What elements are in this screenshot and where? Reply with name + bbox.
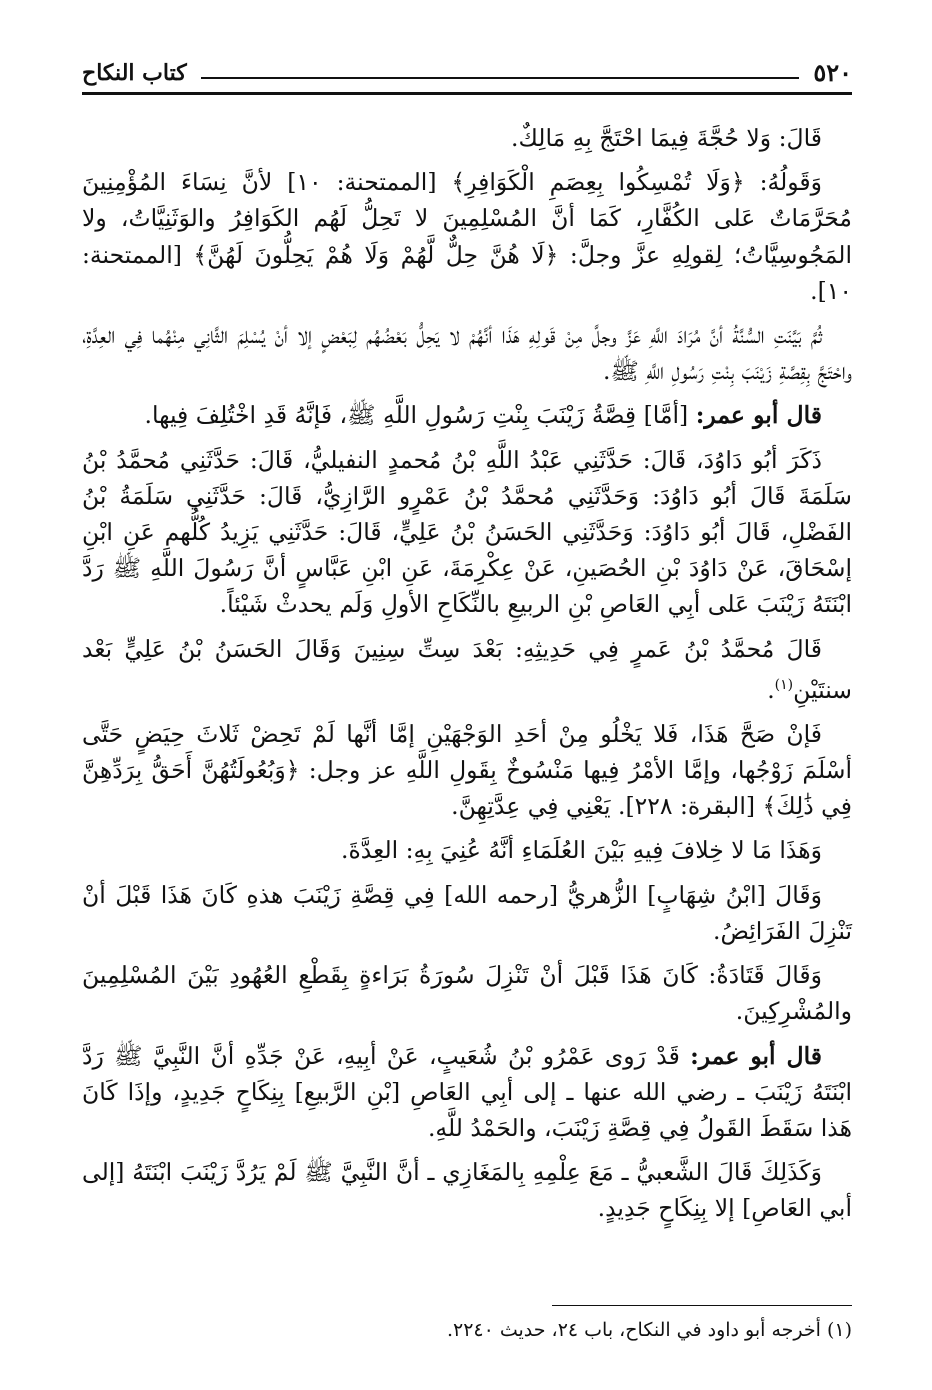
paragraph [82,716,852,825]
paragraph [82,442,852,623]
book-title: كتاب النكاح [82,60,187,86]
main-text [82,120,852,1235]
paragraph-text: وَقَولُهُ: ﴿وَلَا تُمْسِكُوا بِعِصَمِ الْكَوَافِرِ﴾ [الممتحنة: ١٠] لأنَّ نِسَاءَ المُؤْمِنِينَ مُحَرَّمَاتٌ عَلى الكُفَّارِ، كَمَا أنَّ المُسْلِمِينَ لا تَحِلُّ لَهُم الكَوَافِرُ والوَثَنِيَّاتُ، ولا المَجُوسِيَّاتُ؛ لِقولِهِ عزَّ وجلَّ: ﴿لَا هُنَّ حِلٌّ لَّهُمْ وَلَا هُمْ يَحِلُّونَ لَهُنَّ﴾ [الممتحنة: ١٠]. [82,168,852,305]
paragraph-text: قَدْ رَوى عَمْرُو بْنُ شُعَيبٍ، عَنْ أبِيهِ، عَنْ جَدِّهِ أنَّ النَّبِيَّ ﷺ رَدَّ ابْنَتَهُ زَيْنَبَ ـ رضي الله عنها ـ إلى أبِي العَاصِ [بْنِ الرَّبيعِ] بِنِكَاحٍ جَدِيدٍ، وإذَا كَانَ هَذا سَقَطَ القَولُ فِي قِصَّةِ زَيْنَبَ، والحَمْدُ للَّهِ. [82,1041,852,1142]
paragraph-lead: قال أبو عمر: [695,401,822,430]
paragraph [82,877,852,949]
paragraph-text: قَالَ مُحمَّدُ بْنُ عَمرٍ فِي حَدِيثِهِ: بَعْدَ سِتِّ سِنِينَ وَقَالَ الحَسَنُ بْنُ عَلِيٍّ بَعْد سنتَيْنِ [82,634,852,704]
paragraph [82,317,852,389]
header-rule [82,92,852,95]
paragraph-lead: قال أبو عمر: [690,1041,822,1070]
paragraph [82,120,852,156]
page-header [82,48,852,88]
paragraph-text: ذَكَرَ أبُو دَاوُدَ، قَالَ: حَدَّثَنِي عَبْدُ اللَّهِ بْنُ مُحمدٍ النفيليُّ، قَالَ: حَدَّثَنِي مُحمَّدُ بْنُ سَلَمَةَ قَالَ أبُو دَاوُدَ: وَحَدَّثَنِي مُحمَّدُ بْنُ عَمْرٍو الرَّازِيُّ، قَالَ: حَدَّثَنِي سَلَمَةُ بْنُ الفَضْلِ، قَالَ أبُو دَاوُدَ: وَحَدَّثَنِي الحَسَنُ بْنُ عَلِيٍّ، قَالَ: حَدَّثَنِي يَزِيدُ كُلُّهم عَنِ ابْنِ إسْحَاقَ، عَنْ دَاوُدَ بْنِ الحُصَينِ، عَنْ عِكْرِمَةَ، عَنِ ابْنِ عَبَّاسٍ أنَّ رَسُولَ اللَّهِ ﷺ رَدَّ ابْنَتَهُ زَيْنَبَ عَلى أبِي العَاصِ بْنِ الربيعِ بالنِّكَاحِ الأولِ وَلَم يحدثْ شَيْئاً. [82,445,852,619]
paragraph [82,631,852,708]
header-line [201,77,800,79]
paragraph [82,1038,852,1147]
paragraph [82,832,852,868]
paragraph-tail: . [767,675,775,704]
paragraph-text: فَإنْ صَحَّ هَذَا، فَلا يَخْلُو مِنْ أحَدِ الوَجْهَيْنِ إمَّا أنَّها لَمْ تَحِضْ ثَلاثَ حِيَضٍ حَتَّى أسْلَمَ زَوْجُها، وإمَّا الأمْرُ فِيها مَنْسُوخٌ بِقَولِ اللَّهِ عز وجل: ﴿وَبُعُولَتُهُنَّ أَحَقُّ بِرَدِّهِنَّ فِي ذَٰلِكَ﴾ [البقرة: ٢٢٨]. يَعْنِي فِي عِدَّتِهِنَّ. [82,719,852,821]
paragraph-text: [أمَّا] قِصَّةُ زَيْنَبَ بِنْتِ رَسُولِ اللَّهِ ﷺ، فَإنَّهُ قَدِ اخْتُلِفَ فِيها. [144,401,696,430]
paragraph-text: ثُمَّ بَيَّنَتِ السُّنَّةُ أنَّ مُرَادَ اللَّهِ عَزَّ وجلَّ مِنْ قَولِهِ هَذَا أنَّهُمْ لا يَحِلُّ بَعْضُهُم لِبَعْضٍ إلا أنْ يُسْلِمَ الثَّانِي مِنْهُما فِي العِدَّةِ، واحْتَجَّ بِقِصَّةِ زَيْنَبَ بِنْتِ رَسُولِ اللَّهِ ﷺ. [82,321,852,386]
paragraph [82,1154,852,1226]
paragraph-text: وَكَذَلِكَ قَالَ الشَّعبيُّ ـ مَعَ عِلْمِهِ بِالمَغَازِي ـ أنَّ النَّبِيَّ ﷺ لَمْ يَرُدَّ زَيْنَبَ ابْنَتَهُ [إلى أبي العَاصِ] إلا بِنِكَاحٍ جَدِيدٍ. [82,1158,852,1223]
footnote-rule [552,1305,852,1306]
paragraph-text: وَهَذَا مَا لا خِلافَ فِيهِ بَيْنَ العُلَمَاءِ أنَّهُ عُنِيَ بِهِ: العِدَّةَ. [341,836,822,865]
paragraph-text: وَقَالَ قَتَادَةُ: كَانَ هَذَا قَبْلَ أنْ تَنْزِلَ سُورَةُ بَرَاءةٍ بِقَطْعِ العُهُودِ بَيْنَ المُسْلِمِينَ والمُشْرِكِينَ. [82,961,852,1026]
paragraph [82,397,852,433]
page-number: ٥٢٠ [813,58,852,87]
paragraph-text: قَالَ: وَلا حُجَّةَ فِيمَا احْتَجَّ بِهِ مَالِكٌ. [511,124,822,152]
paragraph-text: وَقَالَ [ابْنُ شِهَابٍ] الزُّهريُّ [رحمه الله] فِي قِصَّةِ زَيْنَبَ هذهِ كَانَ هَذَا قَبْلَ أنْ تَنْزِلَ الفَرَائِضُ. [82,880,852,945]
footnote: (١) أخرجه أبو داود في النكاح، باب ٢٤، حديث ٢٢٤٠. [446,1319,852,1341]
paragraph [82,957,852,1029]
footnote-ref[interactable]: (١) [774,676,794,693]
paragraph [82,164,852,309]
